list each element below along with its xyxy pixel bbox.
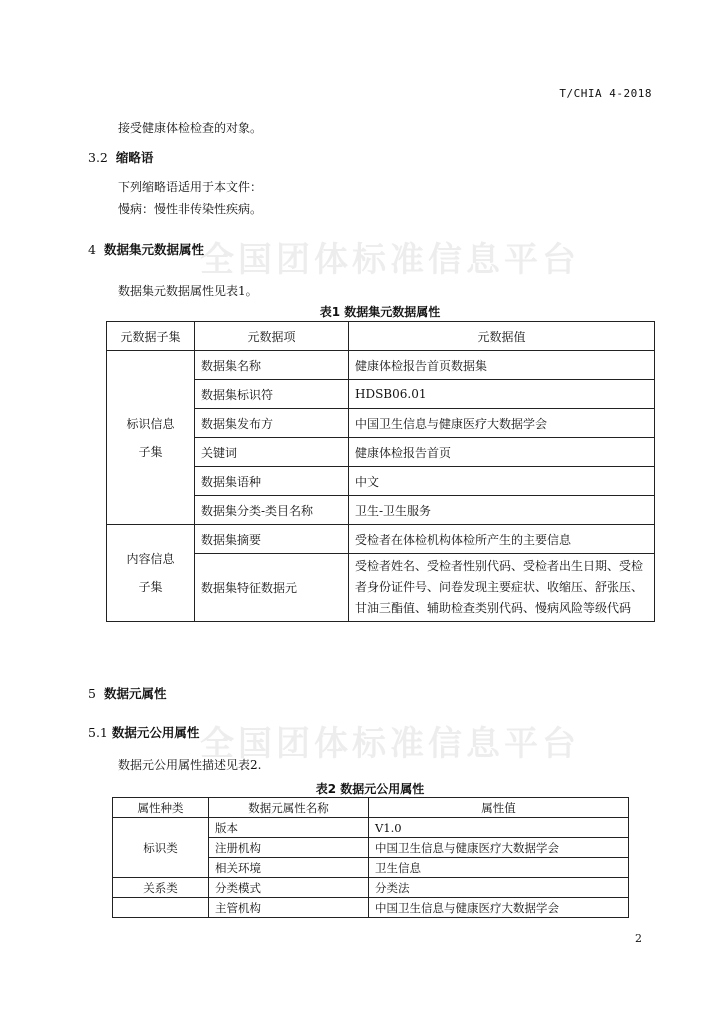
name-cell: 注册机构 bbox=[209, 838, 369, 858]
section-number: 3.2 bbox=[88, 150, 108, 165]
table-row bbox=[113, 878, 629, 898]
value-cell: 受检者姓名、受检者性别代码、受检者出生日期、受检者身份证件号、问卷发现主要症状、收缩压、舒张压、甘油三酯值、辅助检查类别代码、慢病风险等级代码 bbox=[349, 554, 655, 622]
definition-text: 接受健康体检检查的对象。 bbox=[118, 121, 263, 135]
value-cell: 卫生信息 bbox=[369, 858, 629, 878]
paragraph: 数据元公用属性描述见表2. bbox=[118, 758, 262, 772]
header-cell: 属性值 bbox=[369, 798, 629, 818]
paragraph: 下列缩略语适用于本文件： bbox=[118, 180, 263, 194]
table-row bbox=[113, 898, 629, 918]
item-cell: 数据集标识符 bbox=[195, 380, 349, 409]
item-cell: 数据集语种 bbox=[195, 467, 349, 496]
name-cell: 主管机构 bbox=[209, 898, 369, 918]
value-cell: 健康体检报告首页 bbox=[349, 438, 655, 467]
section-heading-5 bbox=[88, 686, 166, 702]
value-cell: V1.0 bbox=[369, 818, 629, 838]
header-cell: 属性种类 bbox=[113, 798, 209, 818]
section-heading-5-1 bbox=[88, 725, 199, 741]
section-title: 数据元公用属性 bbox=[111, 725, 200, 740]
group-cell: 标识信息子集 bbox=[107, 351, 195, 525]
table-header-row bbox=[107, 322, 655, 351]
group-cell bbox=[113, 898, 209, 918]
section-number: 4 bbox=[88, 242, 96, 257]
item-cell: 关键词 bbox=[195, 438, 349, 467]
metadata-table bbox=[106, 321, 655, 622]
section-heading-4 bbox=[88, 242, 204, 258]
group-cell: 标识类 bbox=[113, 818, 209, 878]
common-attributes-table bbox=[112, 797, 629, 918]
watermark: 全国团体标准信息平台 bbox=[200, 724, 580, 764]
table-header-row bbox=[113, 798, 629, 818]
group-cell: 关系类 bbox=[113, 878, 209, 898]
section-title: 数据元属性 bbox=[103, 686, 167, 701]
header-cell: 元数据值 bbox=[349, 322, 655, 351]
item-cell: 数据集分类-类目名称 bbox=[195, 496, 349, 525]
paragraph: 数据集元数据属性见表1。 bbox=[118, 284, 258, 298]
value-cell: 中国卫生信息与健康医疗大数据学会 bbox=[349, 409, 655, 438]
item-cell: 数据集名称 bbox=[195, 351, 349, 380]
section-heading-3-2 bbox=[88, 150, 153, 166]
section-title: 缩略语 bbox=[115, 150, 154, 165]
value-cell: 中文 bbox=[349, 467, 655, 496]
watermark: 全国团体标准信息平台 bbox=[200, 240, 580, 280]
value-cell: 中国卫生信息与健康医疗大数据学会 bbox=[369, 898, 629, 918]
value-cell: 卫生-卫生服务 bbox=[349, 496, 655, 525]
item-cell: 数据集摘要 bbox=[195, 525, 349, 554]
name-cell: 分类模式 bbox=[209, 878, 369, 898]
header-cell: 元数据项 bbox=[195, 322, 349, 351]
page-number: 2 bbox=[635, 932, 642, 945]
value-cell: 受检者在体检机构体检所产生的主要信息 bbox=[349, 525, 655, 554]
paragraph: 慢病：慢性非传染性疾病。 bbox=[118, 202, 263, 216]
name-cell: 相关环境 bbox=[209, 858, 369, 878]
header-cell: 数据元属性名称 bbox=[209, 798, 369, 818]
value-cell: 中国卫生信息与健康医疗大数据学会 bbox=[369, 838, 629, 858]
table-row bbox=[107, 525, 655, 554]
value-cell: HDSB06.01 bbox=[349, 380, 655, 409]
header-cell: 元数据子集 bbox=[107, 322, 195, 351]
item-cell: 数据集特征数据元 bbox=[195, 554, 349, 622]
name-cell: 版本 bbox=[209, 818, 369, 838]
table-row bbox=[107, 351, 655, 380]
table-caption: 表1 数据集元数据属性 bbox=[319, 305, 441, 319]
value-cell: 分类法 bbox=[369, 878, 629, 898]
item-cell: 数据集发布方 bbox=[195, 409, 349, 438]
section-title: 数据集元数据属性 bbox=[103, 242, 204, 257]
group-cell: 内容信息子集 bbox=[107, 525, 195, 622]
section-number: 5 bbox=[88, 686, 96, 701]
table-caption: 表2 数据元公用属性 bbox=[315, 782, 425, 796]
table-row bbox=[113, 818, 629, 838]
value-cell: 健康体检报告首页数据集 bbox=[349, 351, 655, 380]
document-id: T/CHIA 4-2018 bbox=[559, 87, 652, 100]
section-number: 5.1 bbox=[88, 725, 108, 740]
